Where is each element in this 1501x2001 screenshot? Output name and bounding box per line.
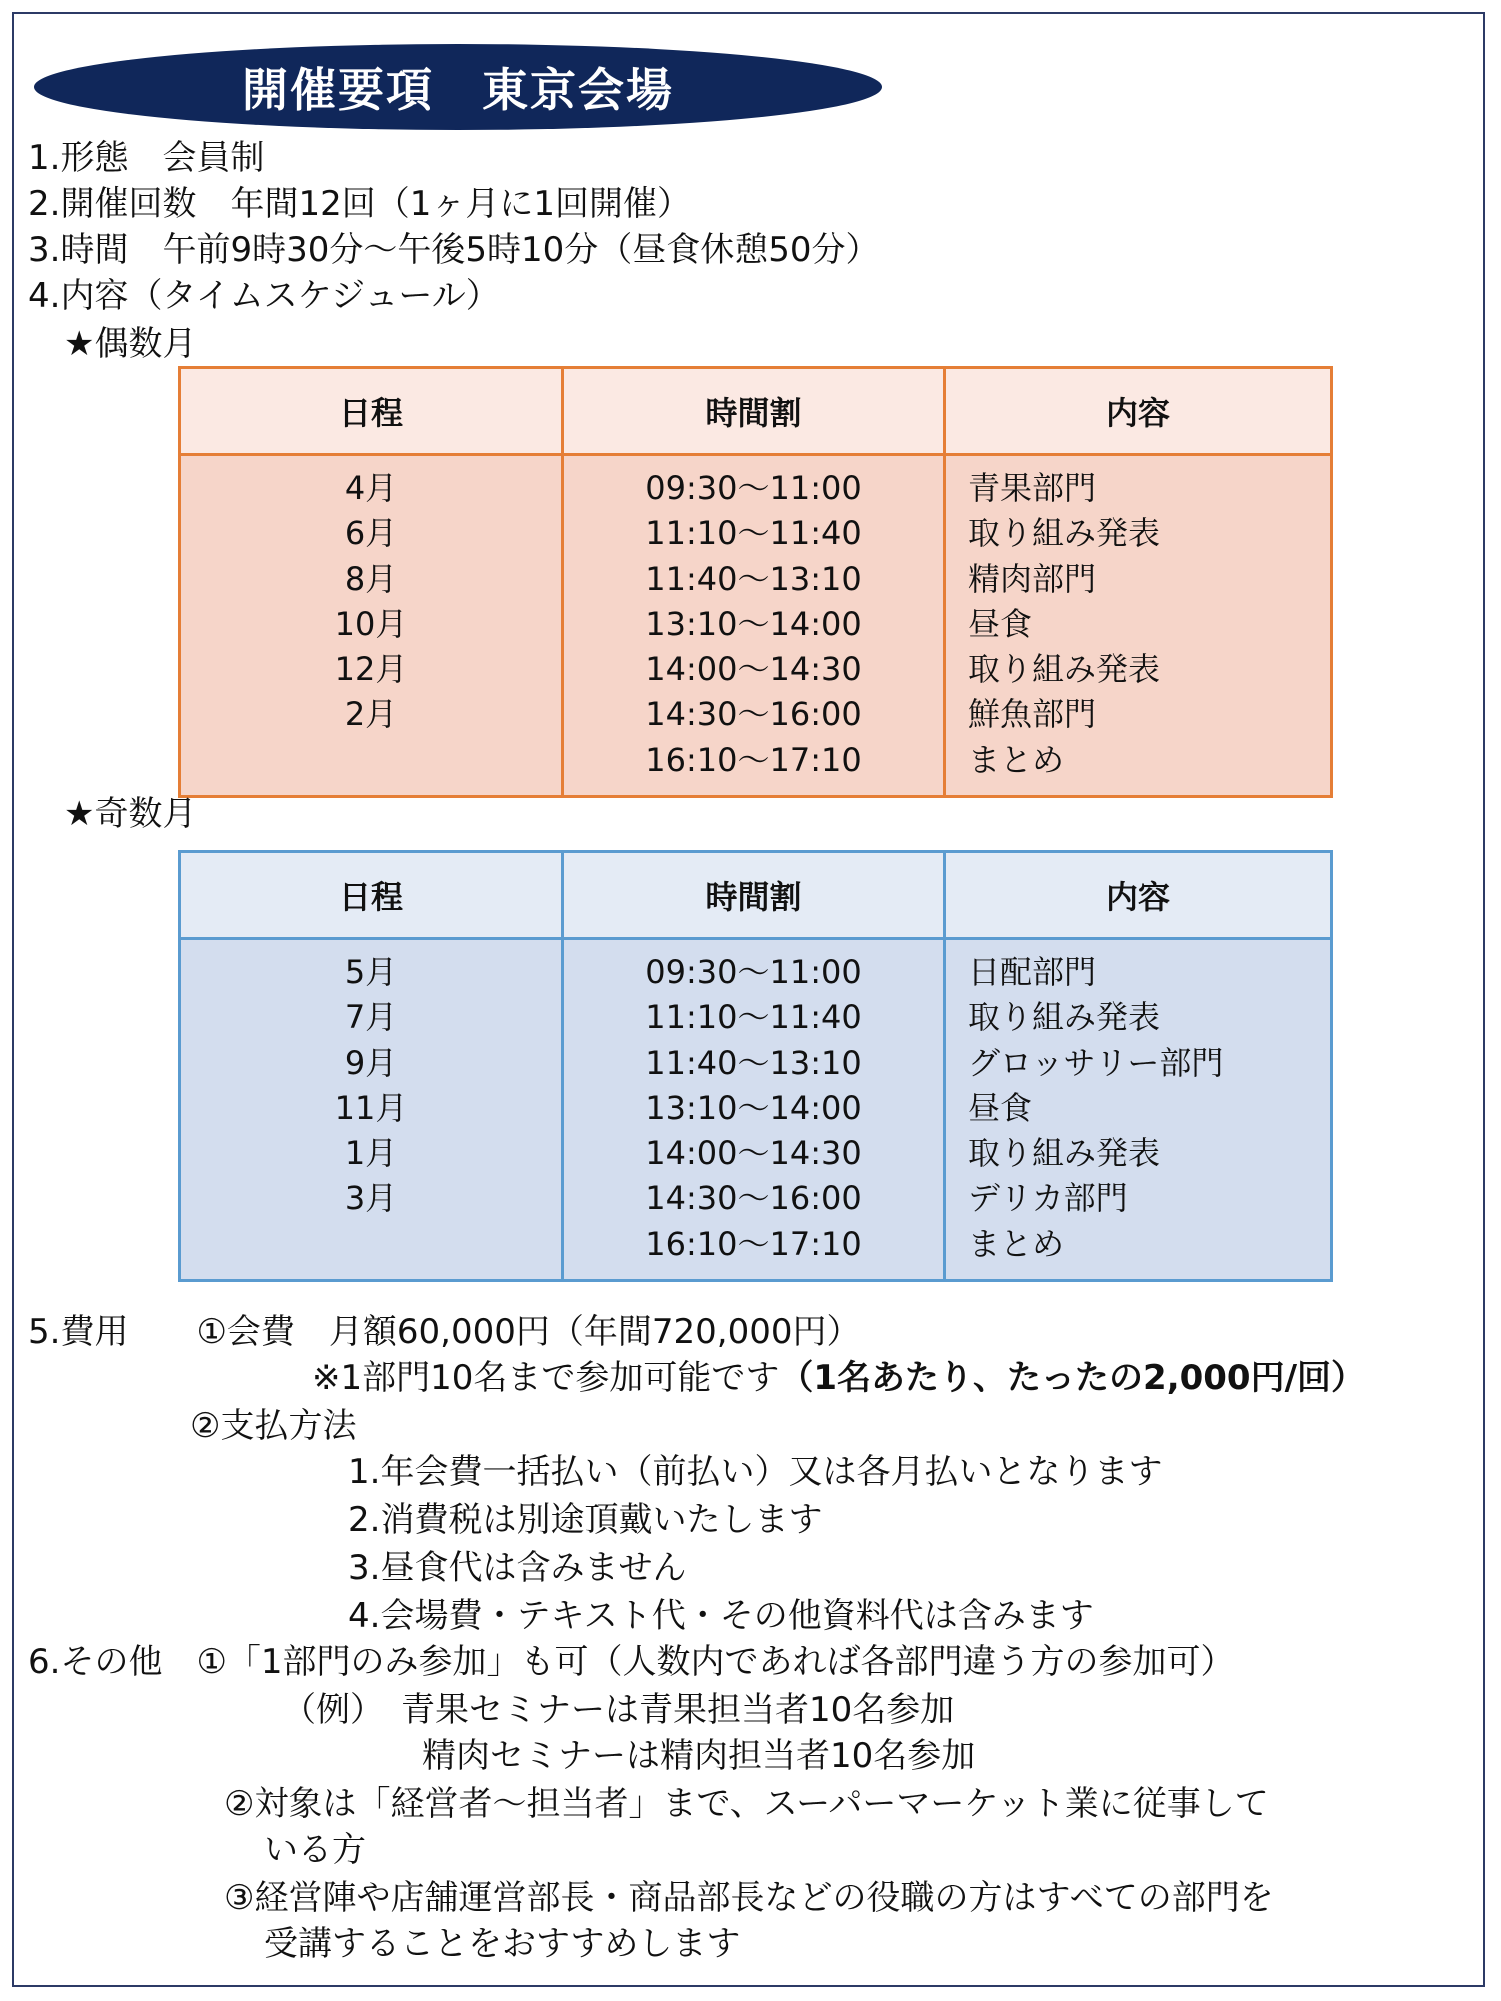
time-slot: 14:30～16:00 bbox=[645, 695, 862, 734]
payment-item: 3.昼食代は含みません bbox=[348, 1548, 687, 1588]
content-item: 取り組み発表 bbox=[968, 514, 1161, 553]
payment-item: 2.消費税は別途頂戴いたします bbox=[348, 1500, 823, 1540]
month-item: 7月 bbox=[344, 998, 398, 1037]
time-slot: 14:30～16:00 bbox=[645, 1179, 862, 1218]
table-row bbox=[180, 939, 1332, 1281]
target-note-cont: いる方 bbox=[264, 1830, 366, 1870]
time-slot: 14:00～14:30 bbox=[645, 1134, 862, 1173]
time-slot: 11:40～13:10 bbox=[645, 559, 862, 598]
content-item: グロッサリー部門 bbox=[968, 1043, 1224, 1082]
content-item: 精肉部門 bbox=[968, 559, 1097, 598]
month-cell bbox=[180, 455, 563, 797]
content-item: まとめ bbox=[968, 740, 1065, 779]
table-header-row bbox=[180, 368, 1332, 455]
fee-note bbox=[312, 1356, 1365, 1400]
content-item: まとめ bbox=[968, 1224, 1065, 1263]
time-slot: 13:10～14:00 bbox=[645, 604, 862, 643]
time-slot: 11:10～11:40 bbox=[645, 998, 862, 1037]
payment-item: 4.会場費・テキスト代・その他資料代は含みます bbox=[348, 1596, 1094, 1636]
page-title: 開催要項 東京会場 bbox=[242, 63, 674, 117]
example-line: 精肉セミナーは精肉担当者10名参加 bbox=[422, 1736, 976, 1776]
title-banner bbox=[34, 44, 882, 130]
content-item: 青果部門 bbox=[968, 469, 1097, 507]
content-item: 昼食 bbox=[968, 1088, 1033, 1127]
header-schedule: 日程 bbox=[180, 852, 563, 939]
time-cell bbox=[563, 939, 945, 1281]
content-item: 取り組み発表 bbox=[968, 1134, 1161, 1173]
content-item: 日配部門 bbox=[968, 953, 1097, 991]
month-item: 4月 bbox=[344, 469, 398, 507]
recommend-note-cont: 受講することをおすすめします bbox=[264, 1924, 741, 1964]
item-time: 3.時間 午前9時30分～午後5時10分（昼食休憩50分） bbox=[28, 230, 880, 270]
content-cell bbox=[945, 455, 1332, 797]
content-cell bbox=[945, 939, 1332, 1281]
header-time: 時間割 bbox=[563, 368, 945, 455]
month-cell bbox=[180, 939, 563, 1281]
month-item: 3月 bbox=[344, 1179, 398, 1218]
fee-note-highlight: （1名あたり、たったの2,000円/回） bbox=[779, 1358, 1366, 1398]
month-item: 6月 bbox=[344, 514, 398, 553]
header-schedule: 日程 bbox=[180, 368, 563, 455]
item-format: 1.形態 会員制 bbox=[28, 138, 265, 178]
time-slot: 11:40～13:10 bbox=[645, 1043, 862, 1082]
time-slot: 14:00～14:30 bbox=[645, 650, 862, 689]
time-slot: 16:10～17:10 bbox=[645, 1224, 862, 1263]
payment-item: 1.年会費一括払い（前払い）又は各月払いとなります bbox=[348, 1452, 1163, 1492]
item-other: 6.その他 ①「1部門のみ参加」も可（人数内であれば各部門違う方の参加可） bbox=[28, 1642, 1235, 1682]
table-header-row bbox=[180, 852, 1332, 939]
content-item: 取り組み発表 bbox=[968, 650, 1161, 689]
content-item: デリカ部門 bbox=[968, 1179, 1128, 1218]
time-cell bbox=[563, 455, 945, 797]
item-content: 4.内容（タイムスケジュール） bbox=[28, 276, 500, 316]
header-content: 内容 bbox=[945, 368, 1332, 455]
even-month-heading: ★偶数月 bbox=[64, 324, 197, 364]
month-item: 9月 bbox=[344, 1043, 398, 1082]
month-item: 1月 bbox=[344, 1134, 398, 1173]
target-note: ②対象は「経営者～担当者」まで、スーパーマーケット業に従事して bbox=[224, 1784, 1269, 1824]
month-item: 5月 bbox=[344, 953, 398, 991]
time-slot: 13:10～14:00 bbox=[645, 1088, 862, 1127]
fee-note-text: ※1部門10名まで参加可能です bbox=[312, 1358, 780, 1398]
table-row bbox=[180, 455, 1332, 797]
time-slot: 11:10～11:40 bbox=[645, 514, 862, 553]
item-fee: 5.費用 ①会費 月額60,000円（年間720,000円） bbox=[28, 1312, 861, 1352]
month-item: 8月 bbox=[344, 559, 398, 598]
header-content: 内容 bbox=[945, 852, 1332, 939]
content-item: 取り組み発表 bbox=[968, 998, 1161, 1037]
month-item: 10月 bbox=[334, 604, 408, 643]
content-item: 昼食 bbox=[968, 604, 1033, 643]
even-month-schedule-table bbox=[178, 366, 1333, 798]
time-slot: 09:30～11:00 bbox=[645, 469, 862, 507]
month-item: 2月 bbox=[344, 695, 398, 734]
example-line: （例） 青果セミナーは青果担当者10名参加 bbox=[282, 1690, 955, 1730]
content-item: 鮮魚部門 bbox=[968, 695, 1097, 734]
odd-month-heading: ★奇数月 bbox=[64, 794, 197, 834]
payment-method-heading: ②支払方法 bbox=[190, 1406, 357, 1446]
time-slot: 16:10～17:10 bbox=[645, 740, 862, 779]
month-item: 12月 bbox=[334, 650, 408, 689]
item-frequency: 2.開催回数 年間12回（1ヶ月に1回開催） bbox=[28, 184, 691, 224]
header-time: 時間割 bbox=[563, 852, 945, 939]
month-item: 11月 bbox=[334, 1088, 408, 1127]
recommend-note: ③経営陣や店舗運営部長・商品部長などの役職の方はすべての部門を bbox=[224, 1878, 1274, 1918]
odd-month-schedule-table bbox=[178, 850, 1333, 1282]
time-slot: 09:30～11:00 bbox=[645, 953, 862, 991]
